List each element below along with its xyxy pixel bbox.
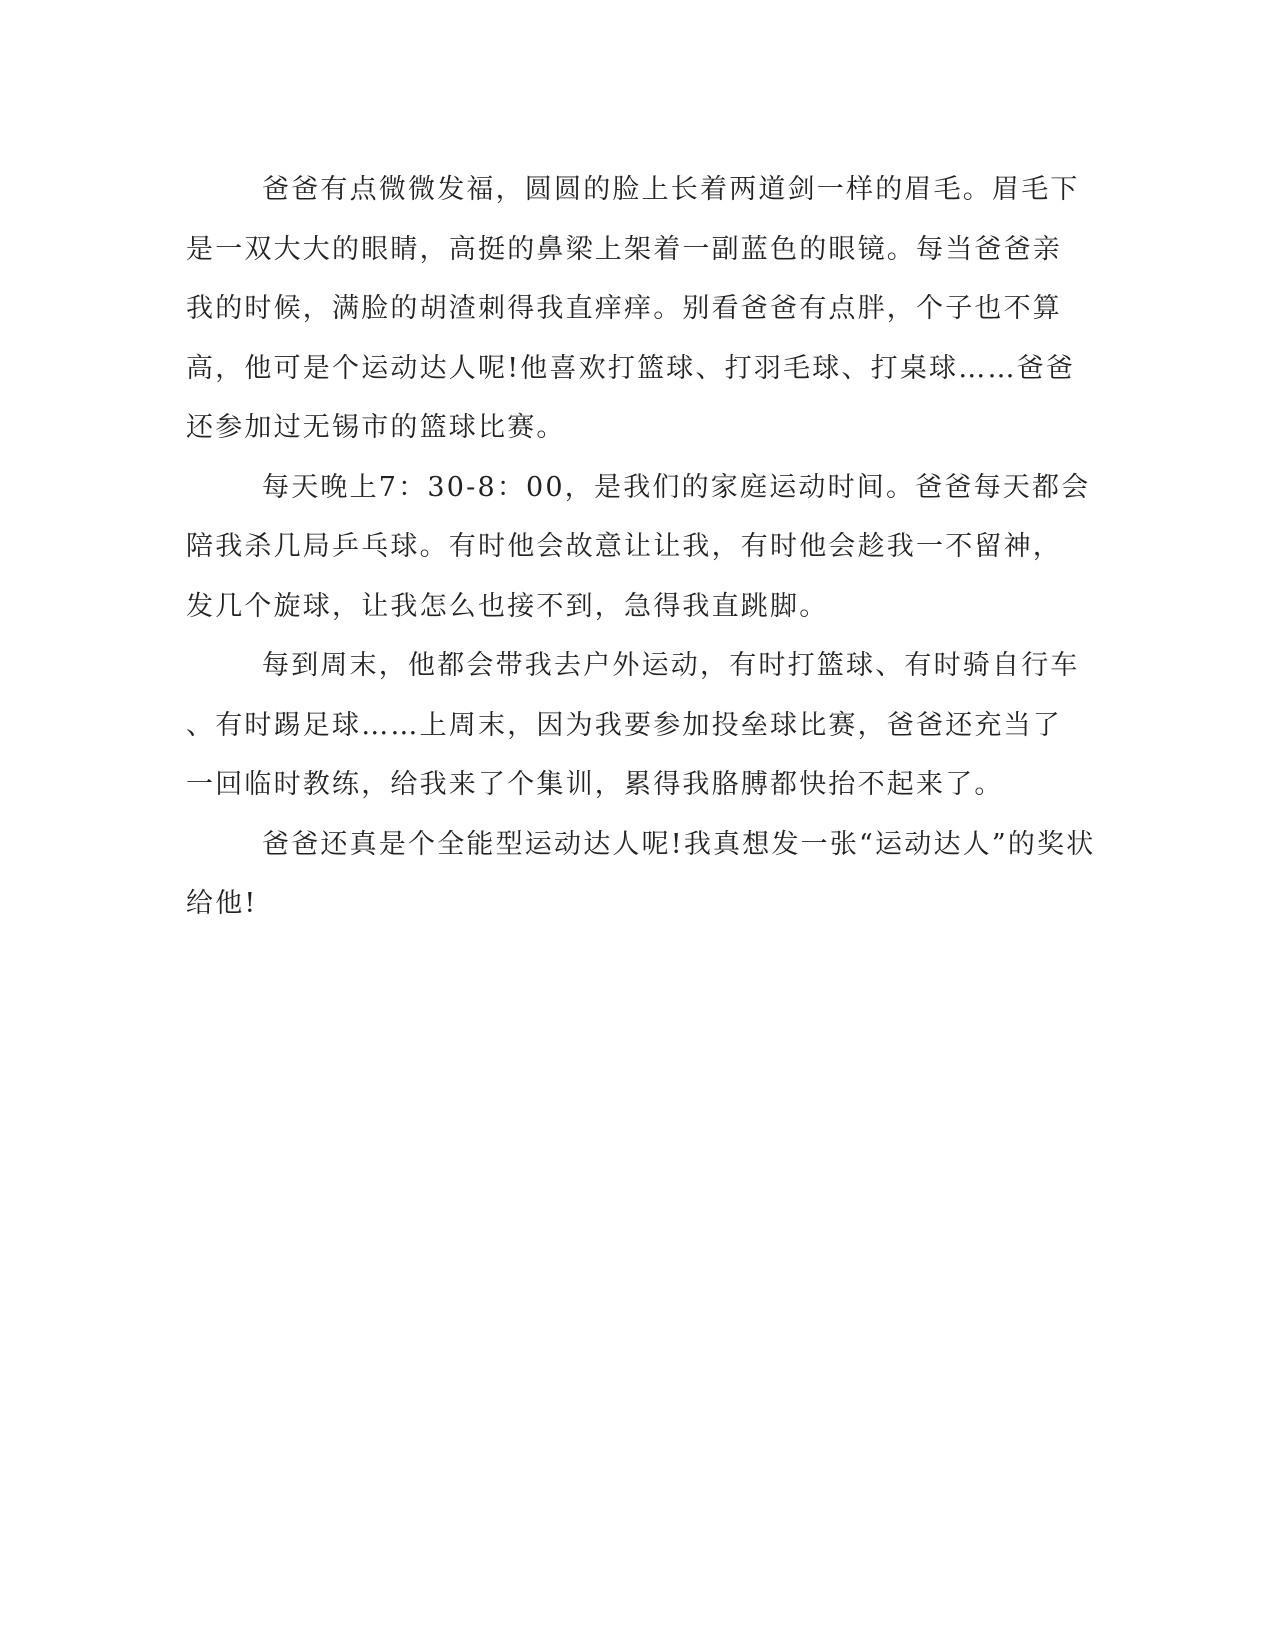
text-line: 每天晚上7：30-8：00，是我们的家庭运动时间。爸爸每天都会 xyxy=(262,471,1091,503)
text-line: 爸爸还真是个全能型运动达人呢!我真想发一张“运动达人”的奖状 xyxy=(262,828,1096,860)
paragraph-1 xyxy=(186,160,1080,458)
text-line: 、有时踢足球……上周末，因为我要参加投垒球比赛，爸爸还充当了 xyxy=(186,709,1062,741)
text-line: 一回临时教练，给我来了个集训，累得我胳膊都快抬不起来了。 xyxy=(186,769,1004,800)
text-line: 还参加过无锡市的篮球比赛。 xyxy=(186,412,566,443)
paragraph-4 xyxy=(186,815,1096,934)
text-line: 是一双大大的眼睛，高挺的鼻梁上架着一副蓝色的眼镜。每当爸爸亲 xyxy=(186,233,1062,265)
text-line: 我的时候，满脸的胡渣刺得我直痒痒。别看爸爸有点胖，个子也不算 xyxy=(186,293,1062,324)
text-line: 给他! xyxy=(186,888,258,919)
text-line: 高，他可是个运动达人呢!他喜欢打篮球、打羽毛球、打桌球……爸爸 xyxy=(186,352,1076,384)
text-line: 每到周末，他都会带我去户外运动，有时打篮球、有时骑自行车 xyxy=(262,650,1080,681)
text-line: 陪我杀几局乒乓球。有时他会故意让让我，有时他会趁我一不留神， xyxy=(186,531,1062,562)
text-line: 发几个旋球，让我怎么也接不到，急得我直跳脚。 xyxy=(186,590,829,622)
paragraph-3 xyxy=(186,636,1080,815)
text-line: 爸爸有点微微发福，圆圆的脸上长着两道剑一样的眉毛。眉毛下 xyxy=(262,174,1080,205)
paragraph-2 xyxy=(186,458,1091,637)
document-body xyxy=(186,160,1096,934)
